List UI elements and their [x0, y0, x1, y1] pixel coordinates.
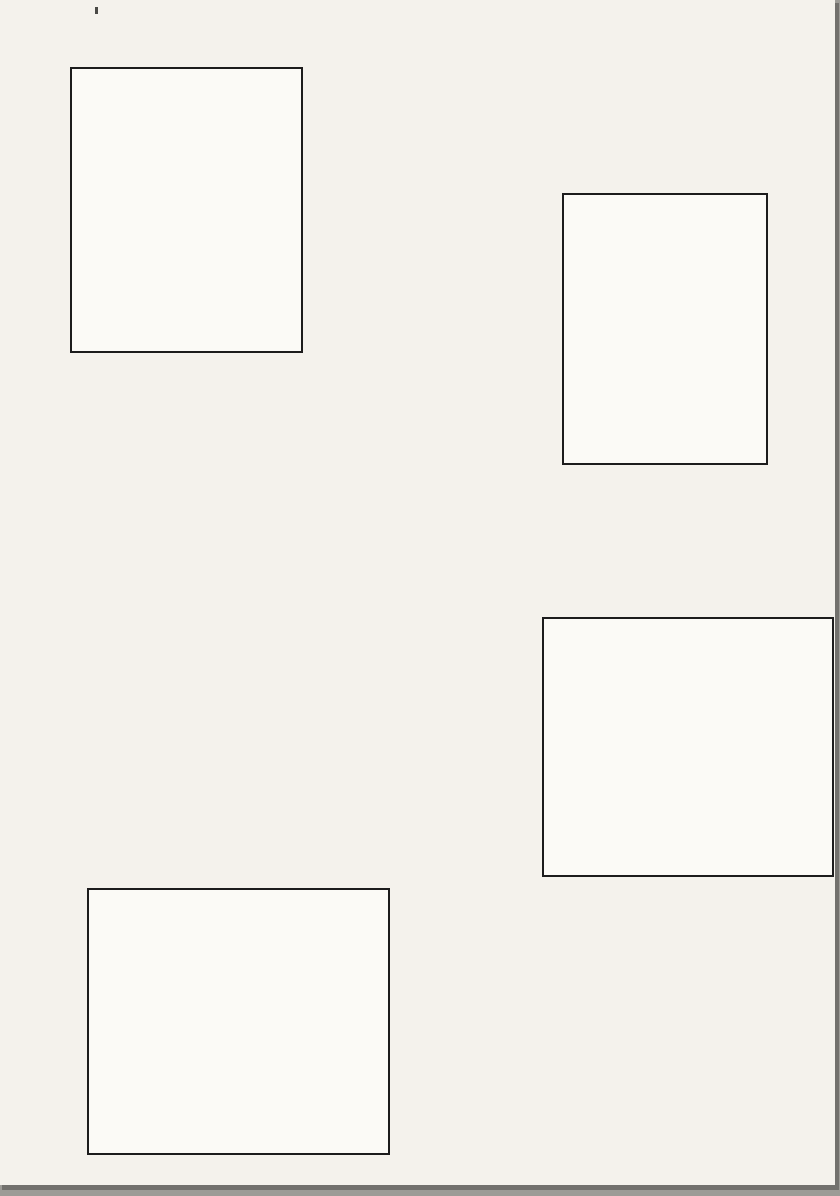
- body-text-left: [58, 356, 296, 604]
- graph3-panel: [542, 617, 834, 877]
- graph4-panel: [87, 888, 390, 1155]
- body-text-table2-revisit: [544, 912, 778, 1184]
- table2: [478, 57, 830, 191]
- body-text-graph3-discussion: [398, 772, 534, 1164]
- table3: [285, 617, 520, 770]
- body-text-main: [300, 60, 468, 606]
- body-text-graph3-discussion-cont: [283, 772, 395, 886]
- body-text-spirit: [186, 618, 284, 886]
- scan-artifact: [95, 7, 98, 14]
- note-text-totals: [538, 478, 770, 582]
- graph2-panel: [70, 67, 303, 353]
- graph1-panel: [562, 193, 768, 465]
- body-text-section-intro: [52, 618, 142, 890]
